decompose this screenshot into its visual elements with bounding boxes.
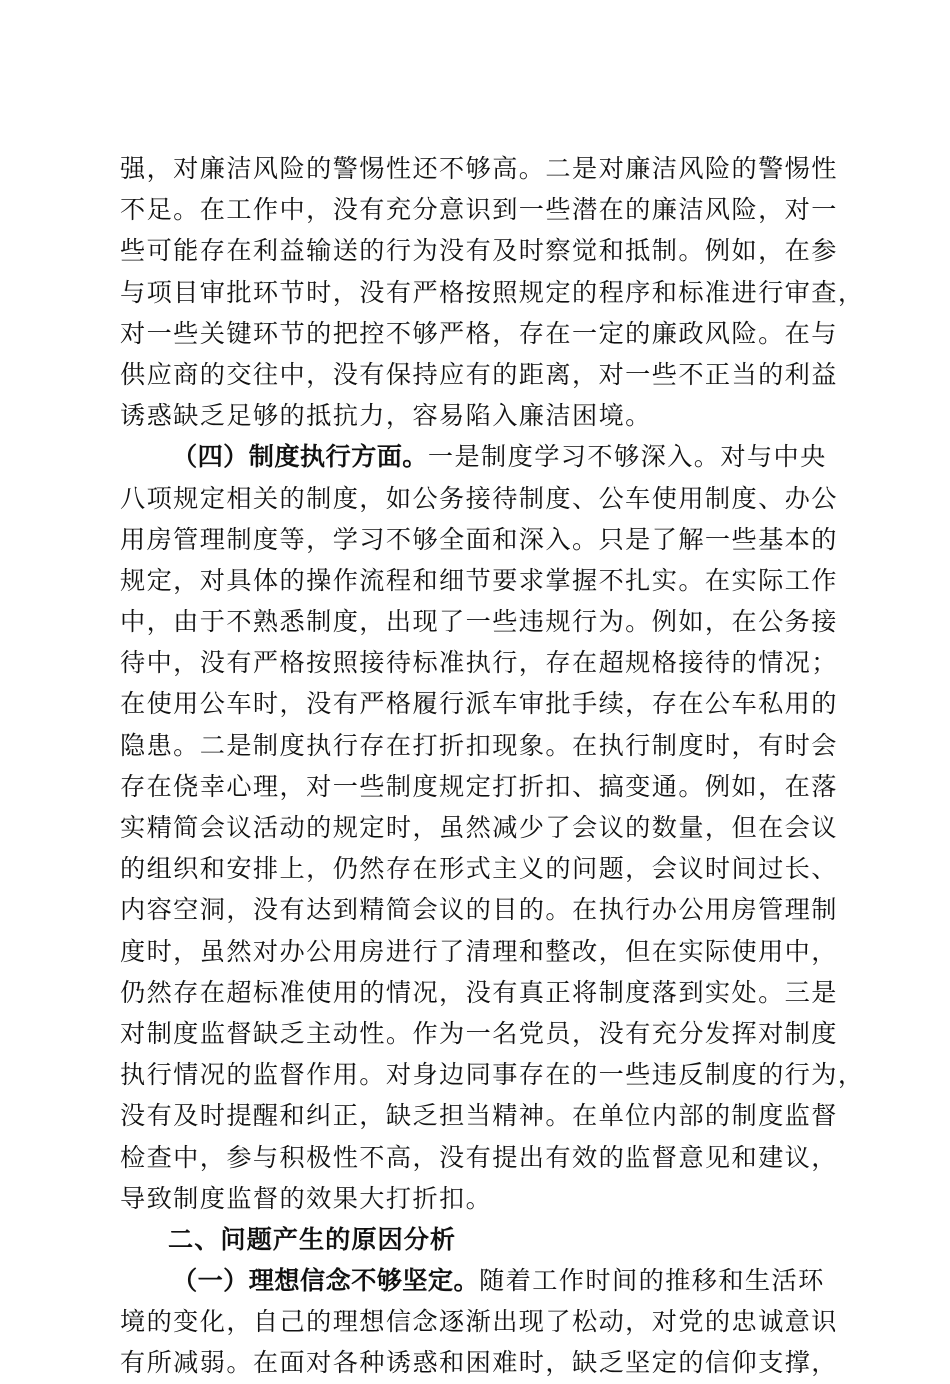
body-line: 些可能存在利益输送的行为没有及时察觉和抵制。例如，在参	[120, 236, 838, 266]
section-heading: 二、问题产生的原因分析	[168, 1224, 457, 1254]
body-line: 检查中，参与积极性不高，没有提出有效的监督意见和建议，	[120, 1142, 838, 1172]
body-line: 不足。在工作中，没有充分意识到一些潜在的廉洁风险，对一	[120, 195, 838, 225]
body-line: 待中，没有严格按照接待标准执行，存在超规格接待的情况；	[120, 648, 838, 678]
body-line: 供应商的交往中，没有保持应有的距离，对一些不正当的利益	[120, 359, 838, 389]
body-line: 导致制度监督的效果大打折扣。	[120, 1183, 493, 1213]
document-body	[120, 148, 865, 1384]
body-line: 内容空洞，没有达到精简会议的目的。在执行办公用房管理制	[120, 895, 838, 925]
body-line: 没有及时提醒和纠正，缺乏担当精神。在单位内部的制度监督	[120, 1101, 838, 1131]
section-lead-heading: （一）理想信念不够坚定。	[172, 1266, 480, 1296]
body-line: 隐患。二是制度执行存在打折扣现象。在执行制度时，有时会	[120, 730, 838, 760]
body-line: 在使用公车时，没有严格履行派车审批手续，存在公车私用的	[120, 689, 838, 719]
section-lead-text: 随着工作时间的推移和生活环	[479, 1266, 825, 1296]
body-line: 八项规定相关的制度，如公务接待制度、公车使用制度、办公	[120, 483, 838, 513]
body-line: 有所减弱。在面对各种诱惑和困难时，缺乏坚定的信仰支撑，	[120, 1348, 838, 1378]
section-lead-text: 一是制度学习不够深入。对与中央	[427, 442, 827, 472]
body-line: 与项目审批环节时，没有严格按照规定的程序和标准进行审查，	[120, 277, 865, 307]
body-line: 实精简会议活动的规定时，虽然减少了会议的数量，但在会议	[120, 813, 838, 842]
body-line: 仍然存在超标准使用的情况，没有真正将制度落到实处。三是	[120, 977, 838, 1007]
body-line: 境的变化，自己的理想信念逐渐出现了松动，对党的忠诚意识	[120, 1307, 838, 1337]
body-line: 中，由于不熟悉制度，出现了一些违规行为。例如，在公务接	[120, 607, 838, 637]
body-line: 强，对廉洁风险的警惕性还不够高。二是对廉洁风险的警惕性	[120, 154, 838, 183]
body-line: 执行情况的监督作用。对身边同事存在的一些违反制度的行为，	[120, 1060, 865, 1090]
body-line: 度时，虽然对办公用房进行了清理和整改，但在实际使用中，	[120, 936, 838, 966]
body-line: 规定，对具体的操作流程和细节要求掌握不扎实。在实际工作	[120, 565, 838, 595]
section-paragraph-start	[120, 436, 836, 477]
body-line: 对一些关键环节的把控不够严格，存在一定的廉政风险。在与	[120, 318, 838, 348]
body-line: 诱惑缺乏足够的抵抗力，容易陷入廉洁困境。	[120, 401, 652, 431]
body-line: 存在侥幸心理，对一些制度规定打折扣、搞变通。例如，在落	[120, 771, 838, 801]
body-line: 的组织和安排上，仍然存在形式主义的问题，会议时间过长、	[120, 854, 838, 884]
section-paragraph-start	[120, 1260, 836, 1301]
section-lead-heading: （四）制度执行方面。	[172, 442, 428, 472]
body-line: 对制度监督缺乏主动性。作为一名党员，没有充分发挥对制度	[120, 1018, 838, 1048]
body-line: 用房管理制度等，学习不够全面和深入。只是了解一些基本的	[120, 524, 838, 554]
